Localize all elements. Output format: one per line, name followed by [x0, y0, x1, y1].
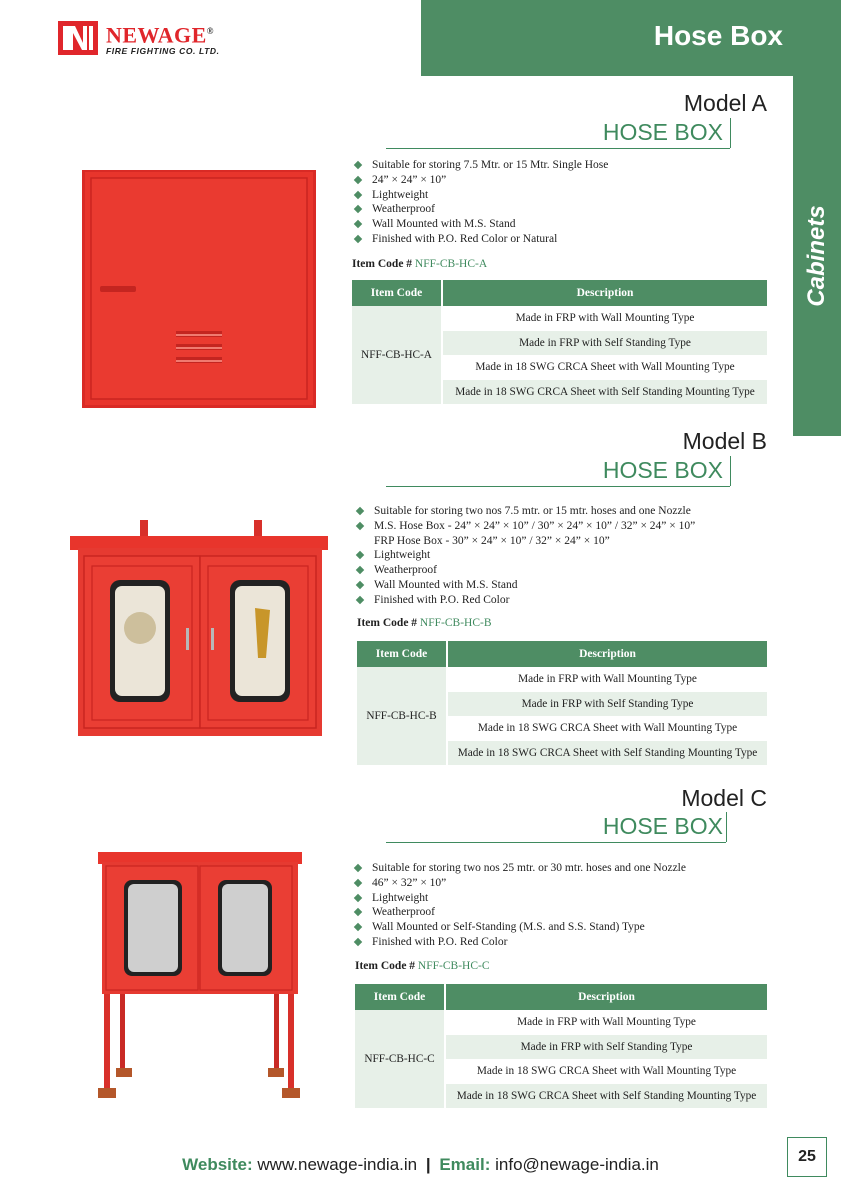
description-cell: Made in 18 SWG CRCA Sheet with Wall Mounting Type [442, 355, 767, 380]
table-header-row [357, 641, 767, 667]
feature-item: Finished with P.O. Red Color or Natural [353, 232, 608, 247]
feature-item: Wall Mounted with M.S. Stand [355, 578, 695, 593]
model-a-features [353, 158, 608, 247]
model-c-title: Model C [681, 785, 767, 811]
brand-logo [58, 20, 220, 56]
description-cell: Made in 18 SWG CRCA Sheet with Wall Mounting Type [445, 1059, 767, 1084]
item-code-cell: NFF-CB-HC-C [355, 1010, 445, 1108]
description-cell: Made in 18 SWG CRCA Sheet with Self Standing Mounting Type [442, 380, 767, 405]
feature-item: Wall Mounted with M.S. Stand [353, 217, 608, 232]
newage-logo-icon [58, 21, 98, 55]
description-cell: Made in 18 SWG CRCA Sheet with Wall Mounting Type [447, 716, 767, 741]
feature-continuation: FRP Hose Box - 30” × 24” × 10” / 32” × 24” × 10” [374, 534, 610, 547]
feature-item: Lightweight [353, 188, 608, 203]
description-cell: Made in FRP with Self Standing Type [445, 1035, 767, 1060]
model-c-features [353, 861, 686, 950]
feature-item: Weatherproof [355, 563, 695, 578]
feature-item: Weatherproof [353, 905, 686, 920]
model-a-subtitle: HOSE BOX [602, 119, 723, 145]
feature-item: Lightweight [355, 548, 695, 563]
table-row [352, 306, 767, 331]
feature-item: 46” × 32” × 10” [353, 876, 686, 891]
model-c-product-image [96, 848, 304, 1130]
model-b-divider [730, 456, 731, 486]
feature-item: 24” × 24” × 10” [353, 173, 608, 188]
feature-item: Suitable for storing two nos 7.5 mtr. or 15 mtr. hoses and one Nozzle [355, 504, 695, 519]
model-b-subtitle: HOSE BOX [602, 457, 723, 483]
feature-item: M.S. Hose Box - 24” × 24” × 10” / 30” × 24” × 10” / 32” × 24” × 10” [355, 519, 695, 534]
item-code-cell: NFF-CB-HC-A [352, 306, 442, 404]
description-cell: Made in FRP with Wall Mounting Type [445, 1010, 767, 1035]
model-b-product-image [70, 518, 330, 740]
section-tab [793, 76, 841, 436]
brand-name: NEWAGE® [106, 22, 215, 48]
model-a-product-image [82, 168, 318, 410]
feature-item: Suitable for storing two nos 25 mtr. or 30 mtr. hoses and one Nozzle [353, 861, 686, 876]
feature-item: Weatherproof [353, 202, 608, 217]
feature-item: Wall Mounted or Self-Standing (M.S. and S.S. Stand) Type [353, 920, 686, 935]
description-cell: Made in 18 SWG CRCA Sheet with Self Standing Mounting Type [447, 741, 767, 766]
section-tab-label: Cabinets [803, 205, 830, 307]
model-c-subtitle: HOSE BOX [602, 813, 723, 839]
model-b-title: Model B [682, 428, 767, 454]
footer-separator: | [425, 1155, 431, 1174]
header-band [421, 0, 841, 76]
feature-item: Lightweight [353, 891, 686, 906]
column-header-code: Item Code [357, 641, 447, 667]
brand-subtitle: FIRE FIGHTING CO. LTD. [106, 46, 220, 57]
description-cell: Made in FRP with Wall Mounting Type [447, 667, 767, 692]
column-header-code: Item Code [352, 280, 442, 306]
model-b-underline [386, 486, 730, 487]
page-title: Hose Box [653, 20, 783, 51]
description-cell: Made in FRP with Self Standing Type [447, 692, 767, 717]
column-header-description: Description [445, 984, 767, 1010]
footer-contact [0, 1155, 841, 1175]
model-a-title: Model A [683, 90, 767, 116]
description-cell: Made in FRP with Self Standing Type [442, 331, 767, 356]
model-a-item-code: Item Code # NFF-CB-HC-A [352, 258, 488, 270]
model-c-item-code: Item Code # NFF-CB-HC-C [355, 960, 490, 972]
model-a-divider [730, 118, 731, 148]
email-label: Email: [439, 1155, 491, 1174]
description-cell: Made in 18 SWG CRCA Sheet with Self Standing Mounting Type [445, 1084, 767, 1109]
column-header-code: Item Code [355, 984, 445, 1010]
description-cell: Made in FRP with Wall Mounting Type [442, 306, 767, 331]
table-header-row [352, 280, 767, 306]
email-link[interactable]: info@newage-india.in [495, 1155, 659, 1174]
model-a-underline [386, 148, 730, 149]
model-c-divider [726, 812, 727, 842]
table-header-row [355, 984, 767, 1010]
page-number: 25 [787, 1137, 827, 1177]
model-a-spec-table [352, 280, 767, 404]
website-label: Website: [182, 1155, 253, 1174]
model-c-underline [386, 842, 726, 843]
feature-item: Finished with P.O. Red Color [355, 593, 695, 608]
feature-item: Finished with P.O. Red Color [353, 935, 686, 950]
model-c-spec-table [355, 984, 767, 1108]
model-b-item-code: Item Code # NFF-CB-HC-B [357, 617, 492, 629]
column-header-description: Description [447, 641, 767, 667]
model-b-spec-table [357, 641, 767, 765]
column-header-description: Description [442, 280, 767, 306]
table-row [355, 1010, 767, 1035]
item-code-cell: NFF-CB-HC-B [357, 667, 447, 765]
feature-item: Suitable for storing 7.5 Mtr. or 15 Mtr. Single Hose [353, 158, 608, 173]
model-b-features [355, 504, 695, 608]
website-link[interactable]: www.newage-india.in [257, 1155, 418, 1174]
table-row [357, 667, 767, 692]
